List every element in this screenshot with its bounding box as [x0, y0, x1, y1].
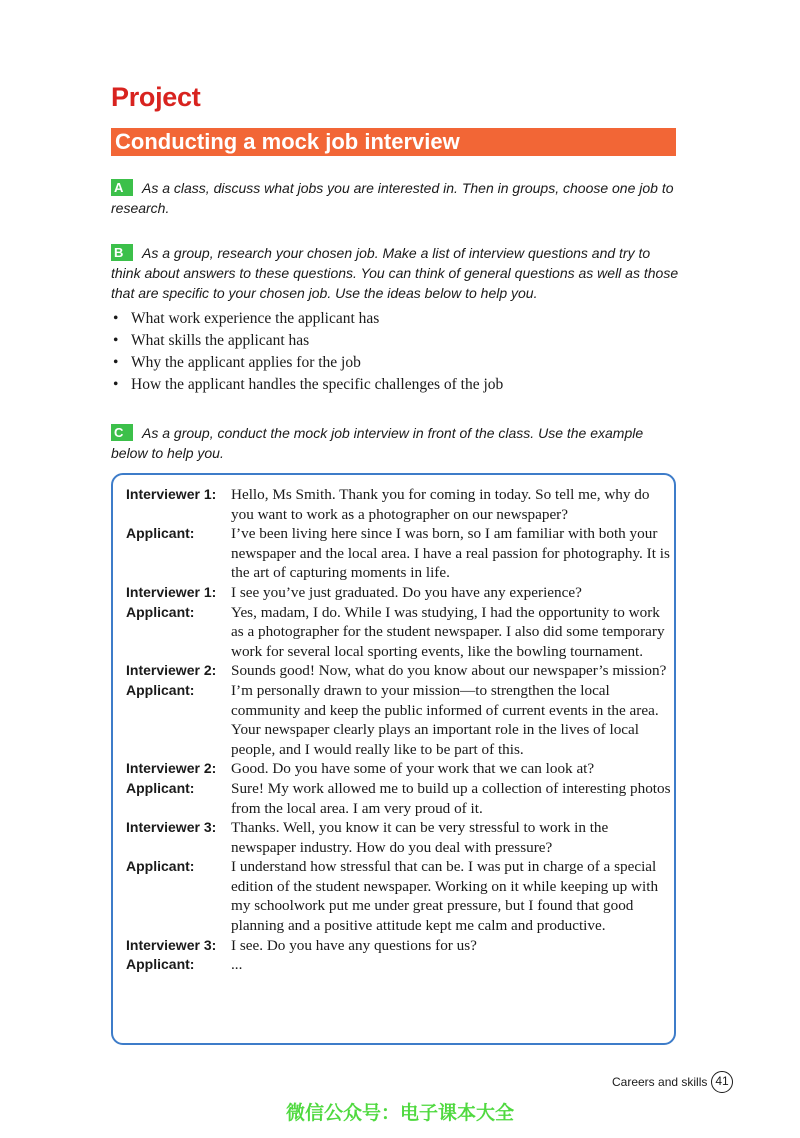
- speech-text: Yes, madam, I do. While I was studying, I had the opportunity to work as a photographer for the student newspaper. I also did some temporary work for several local sporting events, like the bowling tournament.: [231, 603, 665, 660]
- speaker-label: Interviewer 2:: [126, 760, 217, 777]
- task-a: [111, 178, 681, 218]
- watermark: 微信公众号：电子课本大全: [285, 1102, 514, 1124]
- speaker-label: Applicant:: [126, 779, 195, 796]
- footer-section-label: Careers and skills: [612, 1075, 708, 1089]
- speech-text: Sounds good! Now, what do you know about our newspaper’s mission?: [231, 662, 667, 680]
- task-c-text: As a group, conduct the mock job interview in front of the class. Use the example below to help you.: [111, 425, 644, 461]
- bullet-icon: •: [113, 376, 119, 393]
- dialogue-turn: [126, 818, 671, 857]
- list-item-text: What work experience the applicant has: [131, 310, 380, 327]
- task-a-badge: A: [111, 179, 133, 196]
- dialogue-turn: [126, 955, 671, 975]
- speaker-label: Applicant:: [126, 956, 195, 973]
- speaker-label: Applicant:: [126, 858, 195, 875]
- task-c-badge: C: [111, 424, 133, 441]
- dialogue-turn: [126, 583, 671, 603]
- speaker-label: Applicant:: [126, 525, 195, 542]
- bullet-icon: •: [113, 332, 119, 349]
- speech-text: I’ve been living here since I was born, so I am familiar with both your newspaper and the local area. I have a real passion for photography. It is the art of capturing moments in life.: [231, 525, 670, 582]
- speech-text: I’m personally drawn to your mission—to strengthen the local community and keep the public informed of current events in the area. Your newspaper clearly plays an important role in the lives of local people, and I would really like to be part of this.: [231, 681, 659, 758]
- dialogue-turn: [126, 779, 671, 818]
- task-b-badge: B: [111, 244, 133, 261]
- task-b-text: As a group, research your chosen job. Make a list of interview questions and try to think about answers to these questions. You can think of general questions as well as those that are specific to your chosen job. Use the ideas below to help you.: [111, 245, 679, 301]
- speaker-label: Interviewer 1:: [126, 486, 217, 502]
- list-item-text: What skills the applicant has: [131, 332, 310, 349]
- speech-text: Thanks. Well, you know it can be very stressful to work in the newspaper industry. How do you deal with pressure?: [231, 819, 609, 856]
- list-item-text: How the applicant handles the specific challenges of the job: [131, 376, 504, 393]
- dialogue-turn: [126, 485, 671, 524]
- speech-text: I understand how stressful that can be. I was put in charge of a special edition of the student newspaper. Working on it while keeping up with my schoolwork put me under great pressure, but I found that good planning and a positive attitude kept me calm and productive.: [231, 858, 659, 935]
- dialogue-turn: [126, 524, 671, 583]
- task-c: [111, 423, 681, 463]
- speech-text: Sure! My work allowed me to build up a collection of interesting photos from the local area. I am very proud of it.: [231, 779, 671, 817]
- dialogue: [126, 485, 671, 975]
- list-item: [111, 308, 503, 330]
- bullet-icon: •: [113, 310, 119, 327]
- speaker-label: Applicant:: [126, 603, 195, 620]
- section-title: Conducting a mock job interview: [115, 129, 460, 154]
- speech-text: I see. Do you have any questions for us?: [231, 936, 477, 954]
- dialogue-turn: [126, 857, 671, 935]
- dialogue-turn: [126, 661, 671, 681]
- speaker-label: Applicant:: [126, 681, 195, 698]
- speaker-label: Interviewer 3:: [126, 819, 217, 836]
- section-title-bar: [111, 128, 676, 156]
- list-item: [111, 352, 503, 374]
- list-item-text: Why the applicant applies for the job: [131, 354, 361, 371]
- idea-list: [111, 308, 503, 396]
- dialogue-turn: [126, 759, 671, 779]
- dialogue-turn: [126, 936, 671, 956]
- page-number: 41: [711, 1071, 733, 1093]
- list-item: [111, 374, 503, 396]
- task-a-text: As a class, discuss what jobs you are interested in. Then in groups, choose one job to research.: [111, 180, 674, 216]
- speech-text: I see you’ve just graduated. Do you have any experience?: [231, 583, 582, 601]
- speech-text: ...: [231, 956, 243, 974]
- speaker-label: Interviewer 3:: [126, 936, 217, 953]
- dialogue-turn: [126, 603, 671, 662]
- speaker-label: Interviewer 2:: [126, 662, 217, 679]
- speech-text: Good. Do you have some of your work that we can look at?: [231, 760, 595, 778]
- project-title: Project: [111, 82, 201, 112]
- speaker-label: Interviewer 1:: [126, 583, 217, 600]
- task-b: [111, 243, 681, 303]
- bullet-icon: •: [113, 354, 119, 371]
- speech-text: Hello, Ms Smith. Thank you for coming in today. So tell me, why do you want to work as a photographer on our newspaper?: [231, 486, 650, 523]
- list-item: [111, 330, 503, 352]
- dialogue-turn: [126, 681, 671, 759]
